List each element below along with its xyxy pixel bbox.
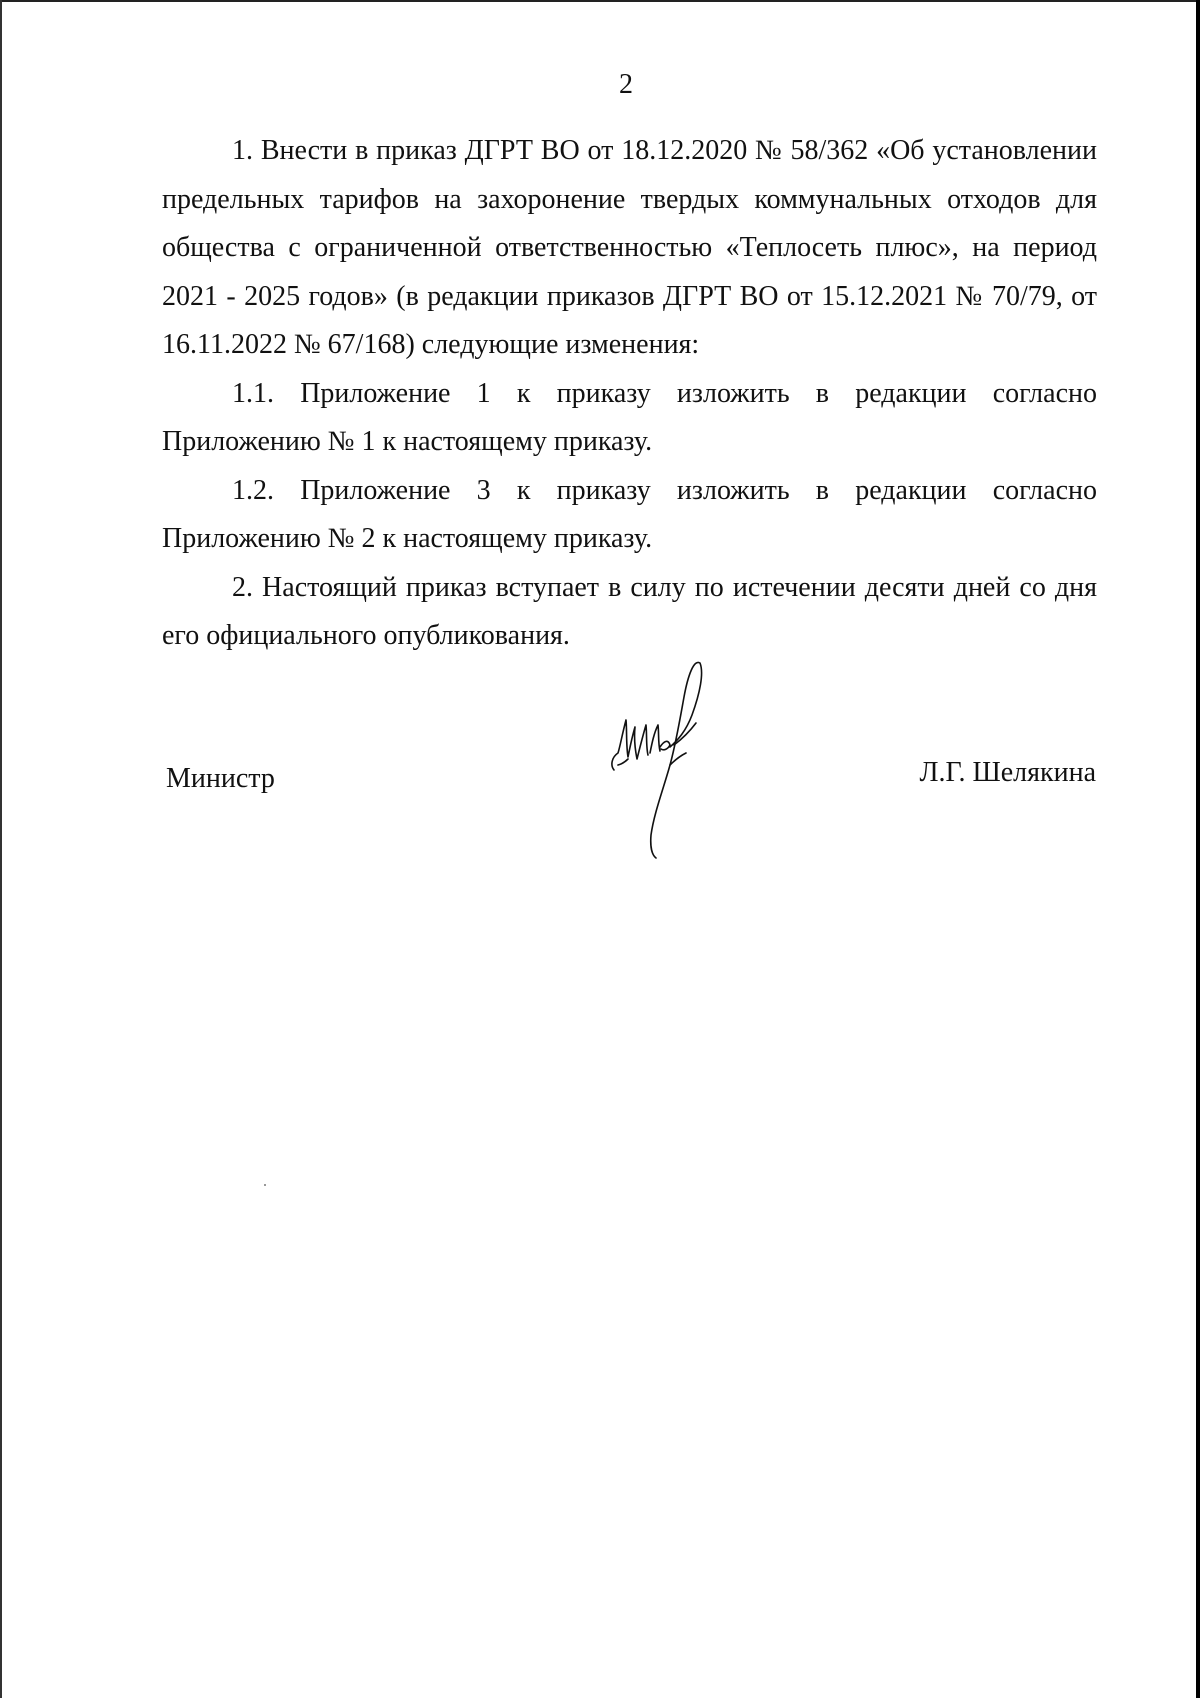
scan-edge-top [0,0,1200,2]
scan-edge-left [0,0,2,1698]
paragraph-item-1: 1. Внести в приказ ДГРТ ВО от 18.12.2020 № 58/362 «Об установлении предельных тарифов на захоронение твердых коммунальных отходов для общества с ограниченной ответственностью «Теплосеть плюс», на период 2021 - 2025 годов» (в редакции приказов ДГРТ ВО от 15.12.2021 № 70/79, от 16.11.2022 № 67/168) следующие изменения: [162,135,1097,360]
page-number: 2 [619,69,633,100]
paragraph-item-1-1: 1.1. Приложение 1 к приказу изложить в редакции согласно Приложению № 1 к настоящему приказу. [162,377,1097,457]
paragraph-item-1-2: 1.2. Приложение 3 к приказу изложить в редакции согласно Приложению № 2 к настоящему приказу. [162,474,1097,554]
signer-position: Министр [166,763,275,794]
scan-speck [264,1184,266,1186]
scan-edge-right [1196,0,1200,1698]
paragraph-item-2: 2. Настоящий приказ вступает в силу по истечении десяти дней со дня его официального опубликования. [162,571,1097,651]
signer-name: Л.Г. Шелякина [919,757,1096,788]
order-body [162,127,1097,661]
handwritten-signature [600,635,750,860]
signature-block [166,755,1096,795]
